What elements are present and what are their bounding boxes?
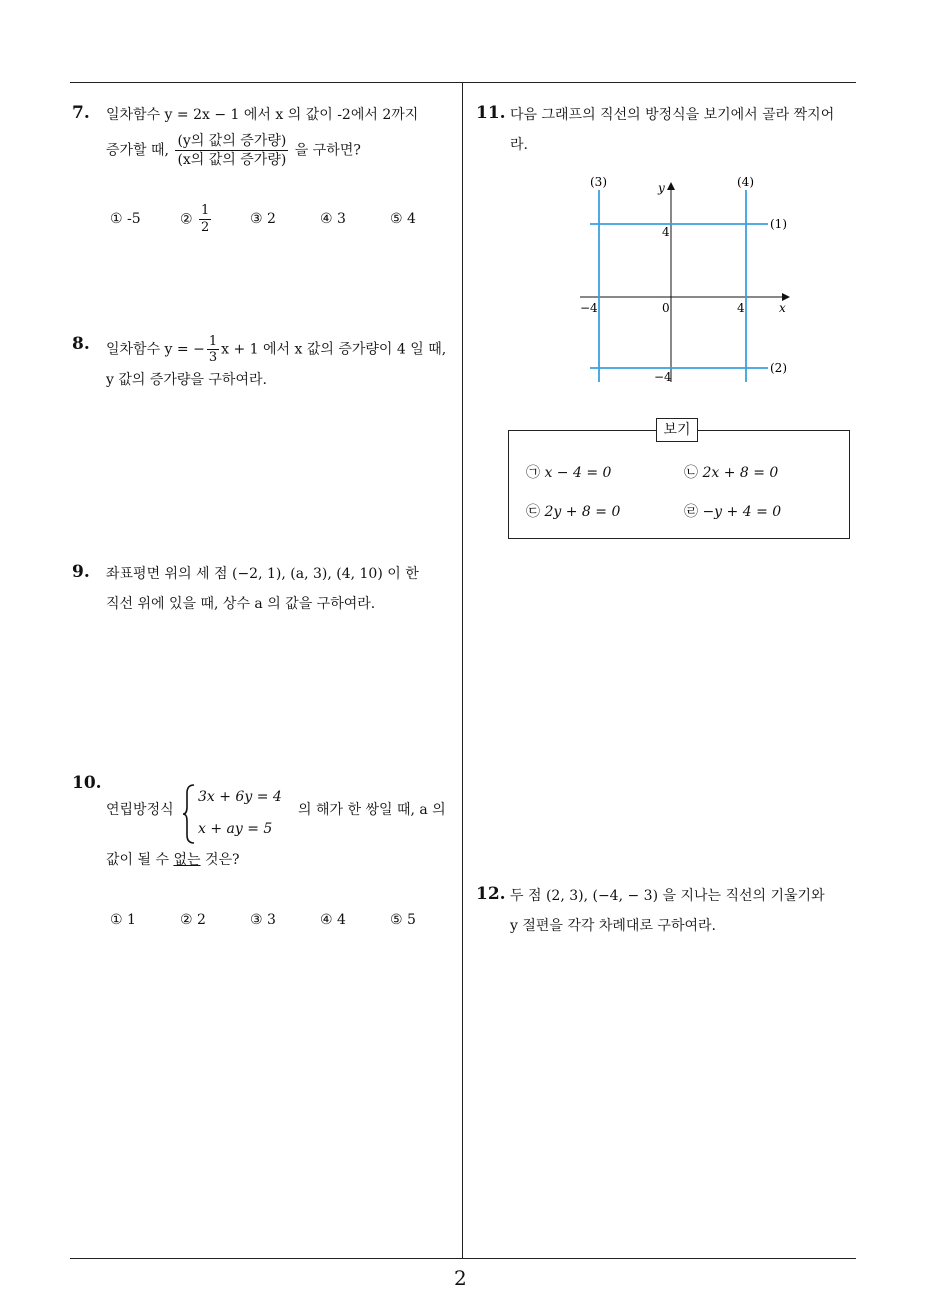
q10-choice-2[interactable]: ② 2 xyxy=(180,912,206,928)
bogi-eq-1: x − 4 = 0 xyxy=(544,465,612,481)
q8-pre: 일차함수 y = − xyxy=(106,341,205,358)
q10-choice-5[interactable]: ⑤ 5 xyxy=(390,912,416,928)
q7-choice-1[interactable]: ① -5 xyxy=(110,211,141,227)
q10-number: 10. xyxy=(72,773,102,793)
q10-pre: 연립방정식 xyxy=(106,802,174,818)
column-divider xyxy=(462,83,463,1258)
q8-frac-top: 1 xyxy=(208,334,218,349)
q7-choice-2-frac xyxy=(199,203,211,236)
bogi-option-3[interactable] xyxy=(526,501,620,521)
q10-choice-4[interactable]: ④ 4 xyxy=(320,912,346,928)
q10-eq2: x + ay = 5 xyxy=(198,821,273,837)
label-line-1: (1) xyxy=(770,217,787,231)
q10-eq1: 3x + 6y = 4 xyxy=(198,789,282,805)
q8-frac-bot: 3 xyxy=(208,350,218,365)
label-line-3: (3) xyxy=(590,175,607,189)
q7-frac-bot: (x의 값의 증가량) xyxy=(177,152,287,168)
q7-fraction xyxy=(175,132,288,169)
bogi-option-1[interactable] xyxy=(526,462,611,482)
bogi-mark-3: ㉢ xyxy=(526,504,540,520)
q8-text xyxy=(106,334,456,395)
q7-line1: 일차함수 y = 2x − 1 에서 x 의 값이 -2에서 2까지 xyxy=(106,107,419,123)
q7-text xyxy=(106,100,456,169)
q12-line1: 두 점 (2, 3), (−4, − 3) 을 지나는 직선의 기울기와 xyxy=(510,888,825,904)
q8-fraction xyxy=(207,334,219,365)
q8-line1 xyxy=(106,334,456,365)
label-line-4: (4) xyxy=(737,175,754,189)
origin-label: 0 xyxy=(662,301,670,315)
q7-frac-top: (y의 값의 증가량) xyxy=(177,133,287,149)
q12-line2: y 절편을 각각 차례대로 구하여라. xyxy=(510,918,716,934)
tick-y-pos: 4 xyxy=(662,225,670,239)
q10-choice-1[interactable]: ① 1 xyxy=(110,912,136,928)
bogi-title: 보기 xyxy=(656,418,698,442)
q11-line1: 다음 그래프의 직선의 방정식을 보기에서 골라 짝지어 xyxy=(510,107,835,123)
q12-text xyxy=(510,881,860,941)
q10-line2 xyxy=(106,845,240,875)
tick-x-pos: 4 xyxy=(737,301,745,315)
q10-line2-post: 것은? xyxy=(200,852,240,868)
q7-choice-2-top: 1 xyxy=(201,203,210,218)
q9-number: 9. xyxy=(72,562,90,582)
q7-choice-2-mark: ② xyxy=(180,211,193,228)
top-rule xyxy=(70,82,856,83)
q7-choice-5[interactable]: ⑤ 4 xyxy=(390,211,416,227)
q11-graph xyxy=(570,170,810,390)
q7-number: 7. xyxy=(72,103,90,123)
q7-choice-2-bot: 2 xyxy=(201,220,210,235)
tick-y-neg: −4 xyxy=(654,370,672,384)
bogi-eq-2: 2x + 8 = 0 xyxy=(702,465,779,481)
page-number: 2 xyxy=(454,1266,467,1290)
q8-number: 8. xyxy=(72,334,90,354)
q12-number: 12. xyxy=(476,884,506,904)
q7-choice-3[interactable]: ③ 2 xyxy=(250,211,276,227)
q9-line2: 직선 위에 있을 때, 상수 a 의 값을 구하여라. xyxy=(106,596,376,612)
bogi-mark-4: ㉣ xyxy=(684,504,698,520)
bottom-rule xyxy=(70,1258,856,1259)
bogi-eq-4: −y + 4 = 0 xyxy=(702,504,782,520)
q10-brace xyxy=(182,783,196,845)
q11-number: 11. xyxy=(476,103,506,123)
q8-post: x + 1 에서 x 값의 증가량이 4 일 때, xyxy=(221,341,447,358)
q11-text xyxy=(510,100,860,160)
q7-choice-4[interactable]: ④ 3 xyxy=(320,211,346,227)
q10-line2-pre: 값이 될 수 xyxy=(106,852,174,868)
bogi-box xyxy=(508,430,850,539)
tick-x-neg: −4 xyxy=(580,301,598,315)
q10-post: 의 해가 한 쌍일 때, a 의 xyxy=(298,802,446,818)
q7-choice-2[interactable] xyxy=(180,203,213,236)
axis-label-x: x xyxy=(779,301,786,315)
bogi-option-2[interactable] xyxy=(684,462,778,482)
bogi-mark-1: ㉠ xyxy=(526,465,540,481)
q10-line2-under: 없는 xyxy=(173,852,201,868)
bogi-eq-3: 2y + 8 = 0 xyxy=(544,504,621,520)
q10-choice-3[interactable]: ③ 3 xyxy=(250,912,276,928)
axis-label-y: y xyxy=(658,181,665,195)
q7-line2-pre: 증가할 때, xyxy=(106,142,169,159)
bogi-option-4[interactable] xyxy=(684,501,781,521)
q11-line2: 라. xyxy=(510,137,528,153)
q7-line2 xyxy=(106,132,456,169)
q9-text xyxy=(106,559,456,619)
bogi-mark-2: ㉡ xyxy=(684,465,698,481)
q9-line1: 좌표평면 위의 세 점 (−2, 1), (a, 3), (4, 10) 이 한 xyxy=(106,566,419,582)
q8-line2: y 값의 증가량을 구하여라. xyxy=(106,372,267,388)
q7-line2-post: 을 구하면? xyxy=(294,142,361,159)
label-line-2: (2) xyxy=(770,361,787,375)
